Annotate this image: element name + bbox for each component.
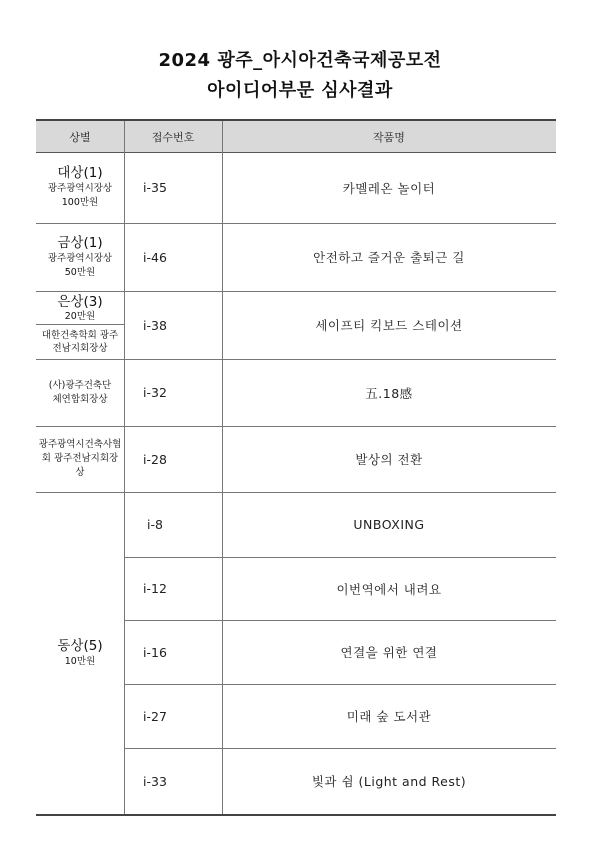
award-name: 동상(5) — [57, 637, 103, 654]
award-prize: 20만원 — [64, 310, 96, 322]
entry-work: 五.18感 — [365, 385, 413, 401]
entry-work: 미래 숲 도서관 — [346, 709, 432, 724]
entry-number: i-28 — [143, 451, 167, 467]
entry-number: i-8 — [147, 517, 163, 532]
header-work: 작품명 — [373, 130, 405, 144]
results-table — [36, 119, 556, 816]
entry-number: i-12 — [143, 581, 167, 596]
entry-work: UNBOXING — [353, 517, 425, 532]
entry-number: i-38 — [143, 317, 167, 333]
entry-number: i-27 — [143, 708, 167, 724]
award-sponsor: 광주광역시장상 — [47, 183, 113, 194]
entry-work: 안전하고 즐거운 출퇴근 길 — [313, 250, 465, 265]
award-sponsor: (사)광주건축단체연합회장상 — [48, 379, 112, 405]
award-prize: 10만원 — [64, 655, 96, 667]
award-sponsor: 광주광역시장상 — [47, 252, 113, 264]
entry-work: 이번역에서 내려요 — [336, 581, 442, 597]
award-prize: 50만원 — [64, 266, 96, 278]
document-title: 2024 광주_아시아건축국제공모전 — [158, 50, 442, 71]
award-name: 대상(1) — [57, 165, 103, 181]
award-name: 금상(1) — [57, 234, 103, 251]
entry-number: i-32 — [143, 385, 167, 400]
document-subtitle: 아이디어부문 심사결과 — [207, 80, 393, 101]
award-name: 은상(3) — [57, 293, 103, 310]
entry-number: i-33 — [143, 773, 167, 789]
award-silver-sponsor-2 — [46, 359, 114, 426]
entry-work: 발상의 전환 — [355, 452, 423, 467]
entry-number: i-35 — [143, 180, 167, 195]
entry-number: i-16 — [143, 644, 167, 660]
header-award: 상별 — [69, 130, 91, 144]
entry-work: 카멜레온 놀이터 — [342, 180, 436, 196]
entry-work: 연결을 위한 연결 — [340, 645, 438, 660]
entry-work: 빛과 쉼 (Light and Rest) — [311, 774, 467, 789]
entry-work: 세이프티 킥보드 스테이션 — [315, 318, 463, 333]
header-number: 접수번호 — [151, 130, 195, 144]
award-sponsor: 대한건축학회 광주전남지회장상 — [41, 330, 119, 354]
award-sponsor: 광주광역시건축사협회 광주전남지회장상 — [38, 439, 122, 478]
award-prize: 100만원 — [61, 197, 99, 208]
entry-number: i-46 — [143, 249, 167, 265]
